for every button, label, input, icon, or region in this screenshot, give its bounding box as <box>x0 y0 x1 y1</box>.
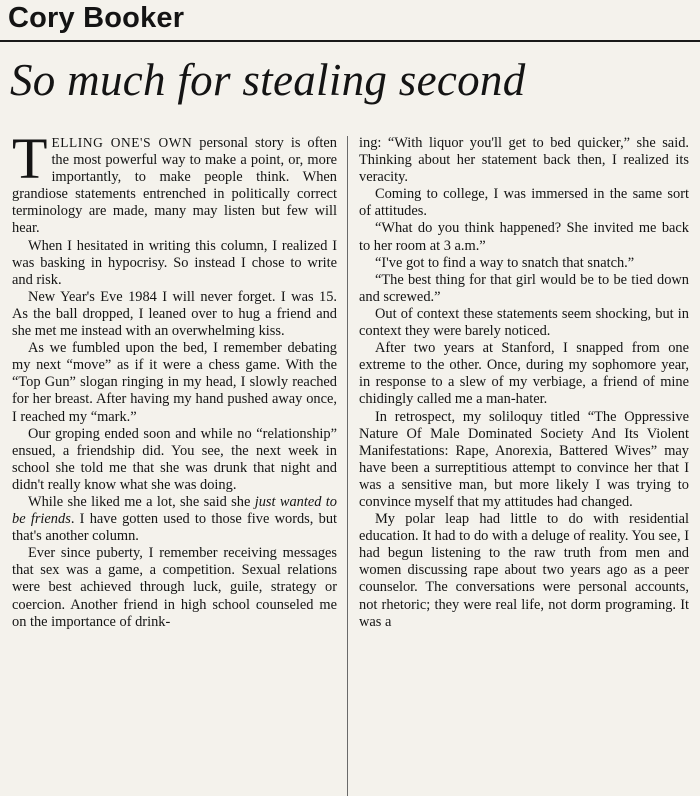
author-byline: Cory Booker <box>8 2 185 34</box>
paragraph: New Year's Eve 1984 I will never forget. I was 15. As the ball dropped, I leaned over to hug a friend and she met me instead with an overwhelming kiss. <box>12 288 337 340</box>
paragraph: In retrospect, my soliloquy titled “The Oppressive Nature Of Male Dominated Society And Its Violent Manifestations: Rape, Anorexia, Battered Wives” may have been a surreptitious attempt to convince her that I was a sensitive man, but more likely I was trying to convince myself that my attitudes had changed. <box>359 408 689 510</box>
lead-paragraph <box>12 126 338 238</box>
paragraph: Out of context these statements seem shocking, but in context they were barely noticed. <box>359 305 689 340</box>
paragraph: After two years at Stanford, I snapped from one extreme to the other. Once, during my sophomore year, in response to a slew of my verbiage, a friend of mine chidingly called me a man-hater. <box>359 340 689 408</box>
paragraph: “I've got to find a way to snatch that snatch.” <box>375 254 635 271</box>
paragraph: Ever since puberty, I remember receiving messages that sex was a game, a competition. Sexual relations were best achieved through luck, guile, strategy or coercion. Another friend in high school counseled me on the importance of drink- <box>12 545 337 630</box>
paragraph <box>12 494 337 545</box>
header-rule <box>0 40 700 42</box>
paragraph-text: . I have gotten used to those five words, but that's another column. <box>12 511 338 545</box>
paragraph: My polar leap had little to do with residential education. It had to do with a deluge of reality. You see, I had begun listening to the raw truth from men and women discussing rape about two years ago as a peer counselor. The conversations were personal accounts, not rhetoric; they were real life, not dorm programing. It was a <box>359 511 689 630</box>
lead-small-caps: ELLING ONE'S OWN <box>51 135 193 150</box>
paragraph: Coming to college, I was immersed in the same sort of attitudes. <box>359 186 689 220</box>
italic-phrase: just wanted to be friends <box>12 493 337 528</box>
article-headline: So much for stealing second <box>10 55 526 105</box>
paragraph-text: While she liked me a lot, she said she <box>28 493 255 510</box>
paragraph: When I hesitated in writing this column, I realized I was basking in hypocrisy. So instead I chose to write and risk. <box>12 237 337 288</box>
drop-cap: T <box>12 126 48 191</box>
lead-text: personal story is often the most powerful way to make a point, or, more importantly, to make people think. When grandiose statements entrenched in politically correct terminology are made, many may listen but few will hear. <box>12 135 338 237</box>
article-column-left <box>12 126 338 631</box>
article-column-right <box>359 135 689 631</box>
paragraph: Our groping ended soon and while no “relationship” ensued, a friendship did. You see, the next week in school she told me that she was drunk that night and didn't really know what she was doing. <box>12 425 337 493</box>
paragraph: “The best thing for that girl would be to be tied down and screwed.” <box>359 271 689 305</box>
paragraph: “What do you think happened? She invited me back to her room at 3 a.m.” <box>359 220 689 254</box>
paragraph: As we fumbled upon the bed, I remember debating my next “move” as if it were a chess game. With the “Top Gun” slogan ringing in my head, I slowly reached for her breast. After having my hand pushed away once, I reached my “mark.” <box>12 340 337 425</box>
column-divider <box>347 136 348 796</box>
paragraph-continued: ing: “With liquor you'll get to bed quicker,” she said. Thinking about her statement back then, I realized its veracity. <box>359 135 689 186</box>
